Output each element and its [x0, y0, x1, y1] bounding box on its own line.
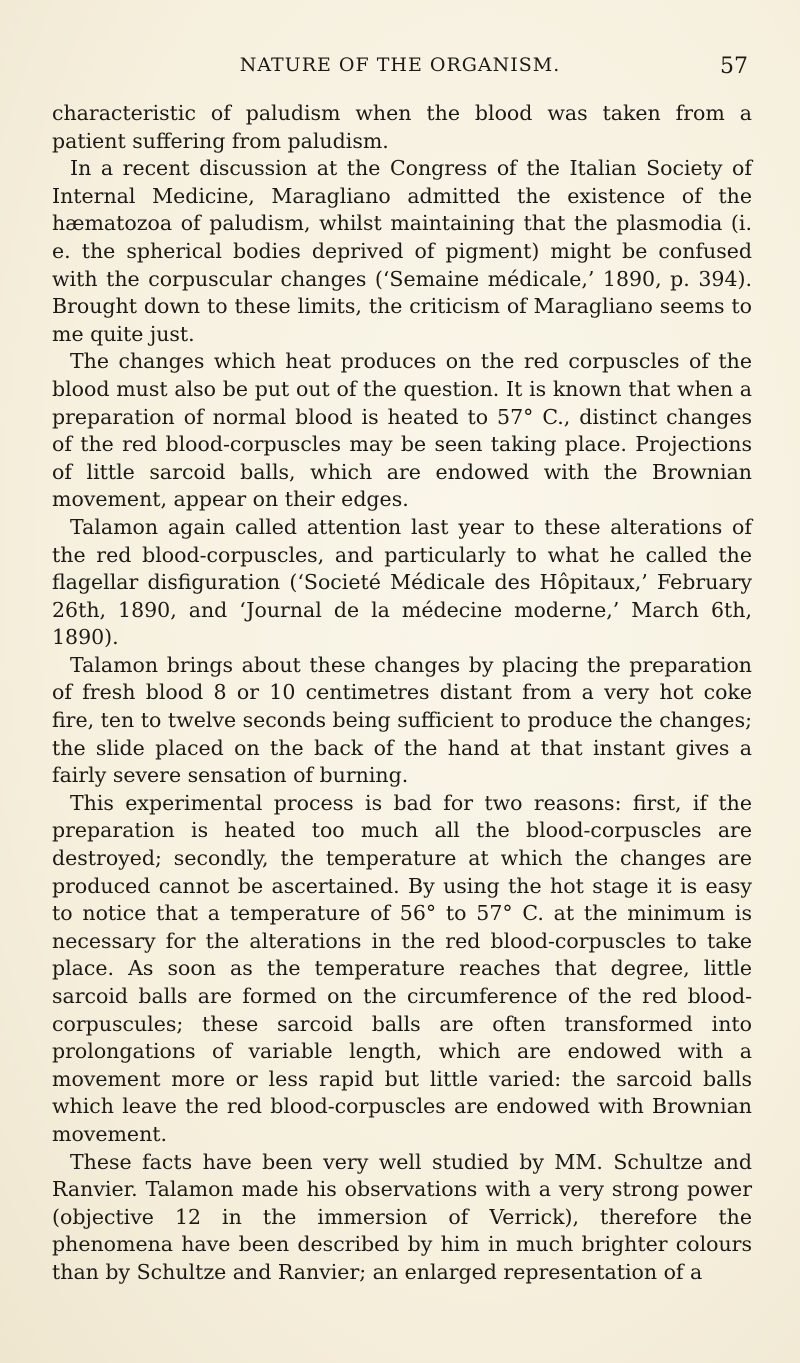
paragraph-continuation: characteristic of paludism when the blood was taken from a patient suffering from paludism.	[52, 101, 752, 153]
paragraph-schultze-ranvier: These facts have been very well studied by MM. Schultze and Ranvier. Talamon made his observations with a very strong power (objective 12 in the immersion of Verrick), therefore the phenomena have been described by him in much brighter colours than by Schultze and Ranvier; an enlarged representation of a	[52, 1149, 752, 1284]
paragraph-experimental-process: This experimental process is bad for two reasons: first, if the preparation is heated too much all the blood-corpuscles are destroyed; secondly, the temperature at which the changes are produced cannot be ascertained. By using the hot stage it is easy to notice that a temperature of 56° to 57° C. at the minimum is necessary for the alterations in the red blood-corpuscles to take place. As soon as the temperature reaches that degree, little sarcoid balls are formed on the circumference of the red blood-corpuscules; these sarcoid balls are often transformed into prolongations of variable length, which are endowed with a movement more or less rapid but little varied: the sarcoid balls which leave the red blood-corpuscles are endowed with Brownian movement.	[52, 790, 752, 1146]
running-head	[52, 54, 748, 80]
paragraph-talamon-method: Talamon brings about these changes by placing the preparation of fresh blood 8 or 10 centimetres distant from a very hot coke fire, ten to twelve seconds being sufficient to produce the changes; the slide placed on the back of the hand at that instant gives a fairly severe sensation of burning.	[52, 652, 752, 788]
running-title: NATURE OF THE ORGANISM.	[239, 54, 561, 76]
paragraph-maragliano: In a recent discussion at the Congress of the Italian Society of Internal Medicine, Maragliano admitted the existence of the hæmatozoa of paludism, whilst maintaining that the plasmodia (i. e. the spherical bodies deprived of pigment) might be confused with the corpuscular changes (‘Semaine médicale,’ 1890, p. 394). Brought down to these limits, the criticism of Maragliano seems to me quite just.	[52, 156, 752, 346]
body-text	[52, 100, 752, 1287]
paragraph-heat-changes: The changes which heat produces on the red corpuscles of the blood must also be put out of the question. It is known that when a preparation of normal blood is heated to 57° C., distinct changes of the red blood-corpuscles may be seen taking place. Projections of little sarcoid balls, which are endowed with the Brownian movement, appear on their edges.	[52, 349, 752, 512]
page-number: 57	[720, 54, 748, 79]
paragraph-talamon-attention: Talamon again called attention last year to these alterations of the red blood-corpuscles, and particularly to what he called the flagellar disfiguration (‘Societé Médicale des Hôpitaux,’ February 26th, 1890, and ‘Journal de la médecine moderne,’ March 6th, 1890).	[52, 514, 752, 650]
